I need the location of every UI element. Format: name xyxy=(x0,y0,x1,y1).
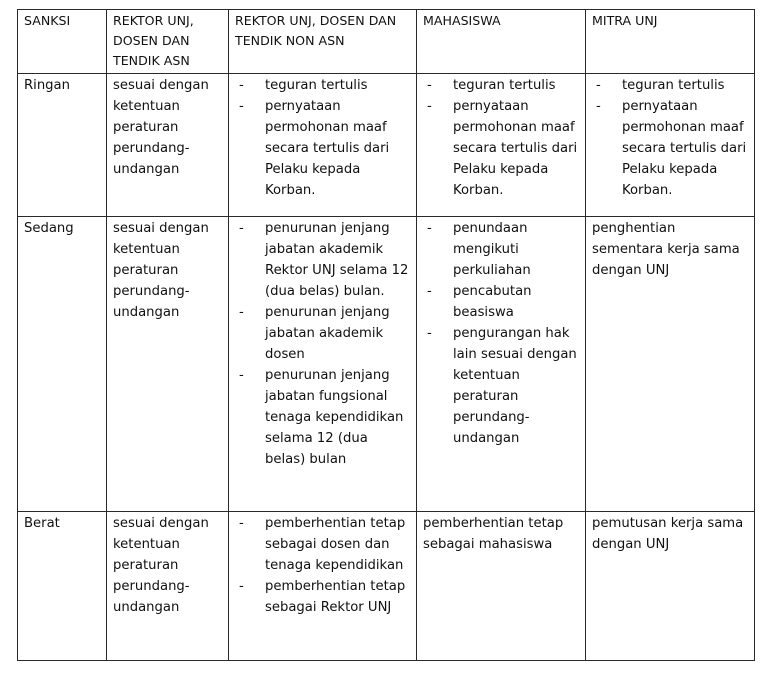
list-item: - teguran tertulis xyxy=(235,75,410,96)
list-item: - teguran tertulis xyxy=(423,75,579,96)
table-row-sedang xyxy=(18,217,755,512)
mitra-cell: penghentian sementara kerja sama dengan UNJ xyxy=(586,217,755,512)
list-item: - teguran tertulis xyxy=(592,75,748,96)
sanksi-table xyxy=(17,9,755,661)
list-item: - pernyataan permohonan maaf secara tertulis dari Pelaku kepada Korban. xyxy=(235,96,410,201)
table-row-berat xyxy=(18,512,755,661)
list-item: - pengurangan hak lain sesuai dengan ketentuan peraturan perundang-undangan xyxy=(423,323,579,449)
header-row xyxy=(18,10,755,74)
list-item: - pemberhentian tetap sebagai dosen dan tenaga kependidikan xyxy=(235,513,410,576)
header-sanksi: SANKSI xyxy=(18,10,107,74)
mitra-cell: pemutusan kerja sama dengan UNJ xyxy=(586,512,755,661)
level-cell: Ringan xyxy=(18,74,107,217)
header-asn: REKTOR UNJ, DOSEN DAN TENDIK ASN xyxy=(107,10,229,74)
header-mitra: MITRA UNJ xyxy=(586,10,755,74)
mahasiswa-cell xyxy=(417,74,586,217)
non-asn-cell xyxy=(229,512,417,661)
header-mahasiswa: MAHASISWA xyxy=(417,10,586,74)
header-non-asn: REKTOR UNJ, DOSEN DAN TENDIK NON ASN xyxy=(229,10,417,74)
asn-cell: sesuai dengan ketentuan peraturan perundang-undangan xyxy=(107,217,229,512)
mahasiswa-cell xyxy=(417,217,586,512)
non-asn-cell xyxy=(229,74,417,217)
mitra-cell xyxy=(586,74,755,217)
table-row-ringan xyxy=(18,74,755,217)
list-item: - pernyataan permohonan maaf secara tertulis dari Pelaku kepada Korban. xyxy=(592,96,748,201)
level-cell: Sedang xyxy=(18,217,107,512)
list-item: - penurunan jenjang jabatan akademik Rektor UNJ selama 12 (dua belas) bulan. xyxy=(235,218,410,302)
list-item: - pernyataan permohonan maaf secara tertulis dari Pelaku kepada Korban. xyxy=(423,96,579,201)
list-item: - penurunan jenjang jabatan fungsional tenaga kependidikan selama 12 (dua belas) bulan xyxy=(235,365,410,470)
list-item: - penurunan jenjang jabatan akademik dosen xyxy=(235,302,410,365)
list-item: - pemberhentian tetap sebagai Rektor UNJ xyxy=(235,576,410,618)
asn-cell: sesuai dengan ketentuan peraturan perundang-undangan xyxy=(107,512,229,661)
list-item: - pencabutan beasiswa xyxy=(423,281,579,323)
mahasiswa-cell: pemberhentian tetap sebagai mahasiswa xyxy=(417,512,586,661)
non-asn-cell xyxy=(229,217,417,512)
list-item: - penundaan mengikuti perkuliahan xyxy=(423,218,579,281)
asn-cell: sesuai dengan ketentuan peraturan perundang-undangan xyxy=(107,74,229,217)
level-cell: Berat xyxy=(18,512,107,661)
